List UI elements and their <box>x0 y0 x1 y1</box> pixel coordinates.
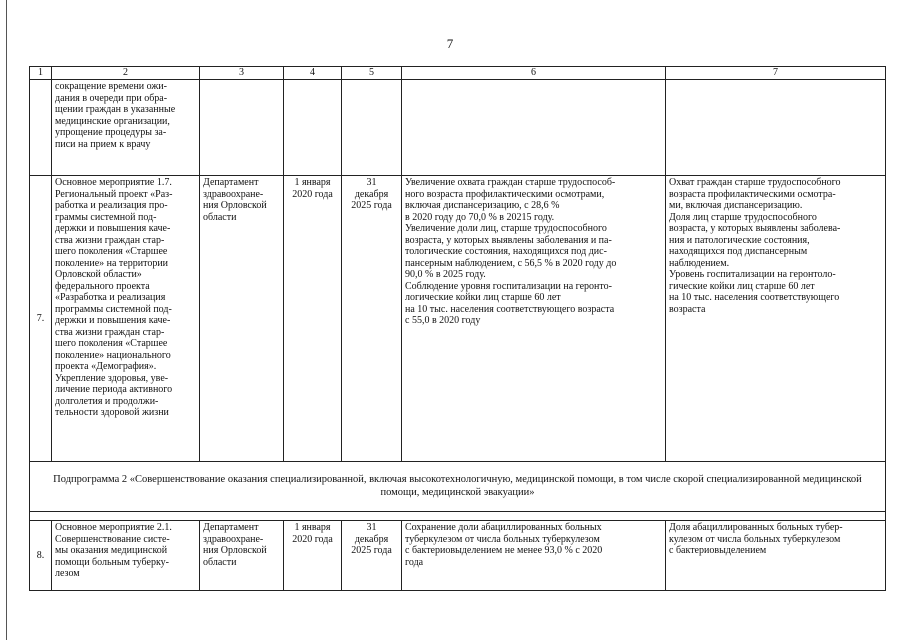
header-row <box>30 67 886 80</box>
page-number: 7 <box>446 36 454 51</box>
row-number-cell: 7. <box>30 176 52 462</box>
table-row <box>30 176 886 462</box>
header-cell-1: 1 <box>30 67 52 80</box>
indicator-cell <box>666 80 886 176</box>
start-date-cell: 1 января 2020 года <box>284 521 342 591</box>
activity-cell: Основное мероприятие 1.7. Региональный проект «Раз- работка и реализация про- граммы системной под- держки и повышения каче- ства жизни граждан стар- шего поколения «Старшее поколение» на территории Орловской области» федерального проекта «Разработка и реализация программы системной под- держки и повышения каче- ства жизни граждан стар- шего поколения «Старшее поколение» национального проекта «Демография». Укрепление здоровья, уве- личение периода активного долголетия и продолжи- тельности здоровой жизни <box>52 176 200 462</box>
header-cell-4: 4 <box>284 67 342 80</box>
executor-cell: Департамент здравоохране- ния Орловской области <box>200 521 284 591</box>
table-row <box>30 80 886 176</box>
start-date-cell <box>284 80 342 176</box>
subprogram-title: Подпрограмма 2 «Совершенствование оказания специализированной, включая высокотехнологичную, медицинской помощи, в том числе скорой специализированной медицинской помощи, медицинской эвакуации» <box>30 462 886 512</box>
activity-cell: Основное мероприятие 2.1. Совершенствование систе- мы оказания медицинской помощи больным туберку- лезом <box>52 521 200 591</box>
subprogram-row <box>30 462 886 512</box>
header-cell-7: 7 <box>666 67 886 80</box>
indicator-cell: Доля абациллированных больных тубер- кулезом от числа больных туберкулезом с бактериовыделением <box>666 521 886 591</box>
start-date-cell: 1 января 2020 года <box>284 176 342 462</box>
activities-table <box>29 66 886 591</box>
indicator-cell: Охват граждан старше трудоспособного возраста профилактическими осмотра- ми, включая диспансеризацию. Доля лиц старше трудоспособного возраста, у которых выявлены заболева- ния и патологические состояния, находящихся под диспансерным наблюдением. Уровень госпитализации на геронтоло- гические койки лиц старше 60 лет на 10 тыс. населения соответствующего возраста <box>666 176 886 462</box>
page-edge-line <box>6 0 7 640</box>
row-number-cell: 8. <box>30 521 52 591</box>
header-cell-6: 6 <box>402 67 666 80</box>
end-date-cell: 31 декабря 2025 года <box>342 176 402 462</box>
result-cell: Увеличение охвата граждан старше трудоспособ- ного возраста профилактическими осмотрами, включая диспансеризацию, с 28,6 % в 2020 году до 70,0 % в 20215 году. Увеличение доли лиц, старше трудоспособного возраста, у которых выявлены заболевания и па- тологические состояния, находящихся под дис- пансерным наблюдением, с 56,5 % в 2020 году до 90,0 % в 2025 году. Соблюдение уровня госпитализации на геронто- логические койки лиц старше 60 лет на 10 тыс. населения соответствующего возраста с 55,0 в 2020 году <box>402 176 666 462</box>
end-date-cell <box>342 80 402 176</box>
activity-cell: сокращение времени ожи- дания в очереди при обра- щении граждан в указанные медицинские организации, упрощение процедуры за- писи на прием к врачу <box>52 80 200 176</box>
executor-cell <box>200 80 284 176</box>
header-cell-5: 5 <box>342 67 402 80</box>
result-cell: Сохранение доли абациллированных больных туберкулезом от числа больных туберкулезом с бактериовыделением не менее 93,0 % с 2020 года <box>402 521 666 591</box>
executor-cell: Департамент здравоохране- ния Орловской области <box>200 176 284 462</box>
end-date-cell: 31 декабря 2025 года <box>342 521 402 591</box>
header-cell-2: 2 <box>52 67 200 80</box>
row-number-cell <box>30 80 52 176</box>
result-cell <box>402 80 666 176</box>
spacer-row <box>30 512 886 521</box>
header-cell-3: 3 <box>200 67 284 80</box>
table-row <box>30 521 886 591</box>
